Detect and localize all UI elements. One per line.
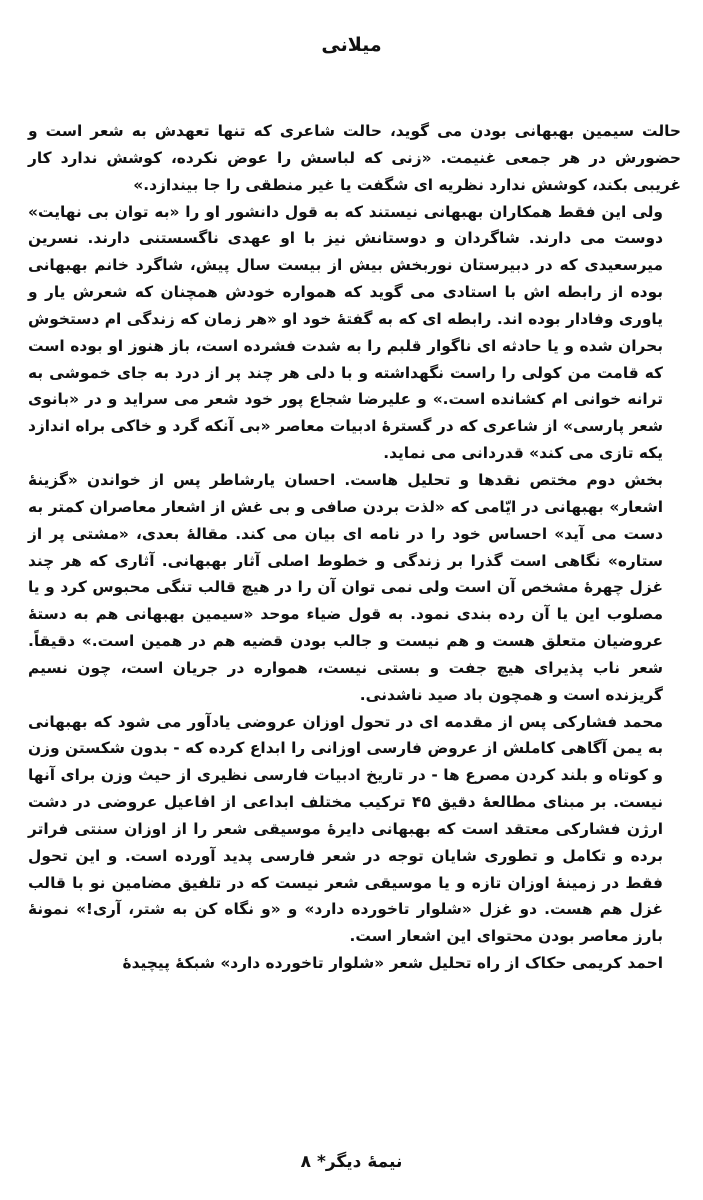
- paragraph-1: حالت سیمین بهبهانی بودن می گوید، حالت شاعری که تنها تعهدش به شعر است و حضورش در هر جمعی غنیمت. «زنی که لباسش را عوض نکرده، کوشش ندارد کار غریبی بکند، کوشش ندارد نظریه ای شگفت یا غیر منطقی را جا بیندازد.»: [28, 122, 681, 194]
- footer-journal-page: نیمهٔ دیگر* ۸: [300, 1152, 403, 1172]
- paragraph-4: محمد فشارکی پس از مقدمه ای در تحول اوزان عروضی یادآور می شود که بهبهانی به یمن آگاهی کاملش از عروض فارسی اوزانی را ابداع کرده که - بدون شکستن وزن و کوتاه و بلند کردن مصرع ها - در تاریخ ادبیات فارسی نظیری از حیث وزن برای آنها نیست. بر مبنای مطالعهٔ دقیق ۴۵ ترکیب مختلف ابداعی از افاعیل عروضی در دشت ارژن فشارکی معتقد است که بهبهانی دایرهٔ موسیقی شعر را از اوزان سنتی فراتر برده و تکامل و تطوری شایان توجه در شعر فارسی پدید آورده است. و این تحول فقط در زمینهٔ اوزان تازه و یا موسیقی شعر نیست که در تلفیق مضامین نو با قالب غزل هم هست. دو غزل «شلوار تاخورده دارد» و «و نگاه کن به شتر، آری!» نمونهٔ بارز معاصر بودن محتوای این اشعار است.: [28, 712, 663, 946]
- paragraph-3: بخش دوم مختص نقدها و تحلیل هاست. احسان یارشاطر پس از خواندن «گزینهٔ اشعار» بهبهانی در ایّامی که «لذت بردن صافی و بی غش از اشعار معاصران کمتر به دست می آید» احساس خود را در نامه ای بیان می کند. مقالهٔ بعدی، «مشتی پر از ستاره» نگاهی است گذرا بر زندگی و خطوط اصلی آثار بهبهانی. آثاری که هر چند غزل چهرهٔ مشخص آن است ولی نمی توان آن را در هیچ قالب تنگی محبوس کرد و یا مصلوب این یا آن رده بندی نمود. به قول ضیاء موحد «سیمین بهبهانی هم به دستهٔ عروضیان متعلق هست و هم نیست و جالب بودن قضیه هم در همین است.» دقیقاً. شعر ناب پذیرای هیچ جفت و بستی نیست، همواره در جریان است، چون نسیم گریزنده است و همچون باد صید ناشدنی.: [28, 470, 663, 704]
- article-body: [28, 118, 681, 977]
- page-header: [0, 34, 703, 56]
- page-footer: [0, 1152, 703, 1172]
- paragraph-2: ولی این فقط همکاران بهبهانی نیستند که به قول دانشور او را «به توان بی نهایت» دوست می دارند. شاگردان و دوستانش نیز با او عهدی ناگسستنی دارند. نسرین میرسعیدی که در دبیرستان نوربخش بیش از بیست سال پیش، شاگرد خانم بهبهانی بوده از رابطه اش با استادی می گوید که همواره خودش همچنان که شعرش یار و یاوری وفادار بوده اند. رابطه ای که به گفتهٔ خود او «هر زمان که زندگی ام دستخوش بحران شده و یا حادثه ای ناگوار قلبم را به شدت فشرده است، باز هنوز او بوده است که قامت من کولی را راست نگهداشته و با دلی هر چند پر از درد به جای خموشی به ترانه خوانی ام کشانده است.» و علیرضا شجاع پور خود شعر می سراید و در «بانوی شعر پارسی» از شاعری که در گسترهٔ ادبیات معاصر «بی آنکه گرد و خاکی براه اندازد یکه تازی می کند» قدردانی می نماید.: [28, 202, 663, 463]
- running-title: میلانی: [321, 34, 382, 56]
- paragraph-5: احمد کریمی حکاک از راه تحلیل شعر «شلوار تاخورده دارد» شبکهٔ پیچیدهٔ: [122, 954, 663, 973]
